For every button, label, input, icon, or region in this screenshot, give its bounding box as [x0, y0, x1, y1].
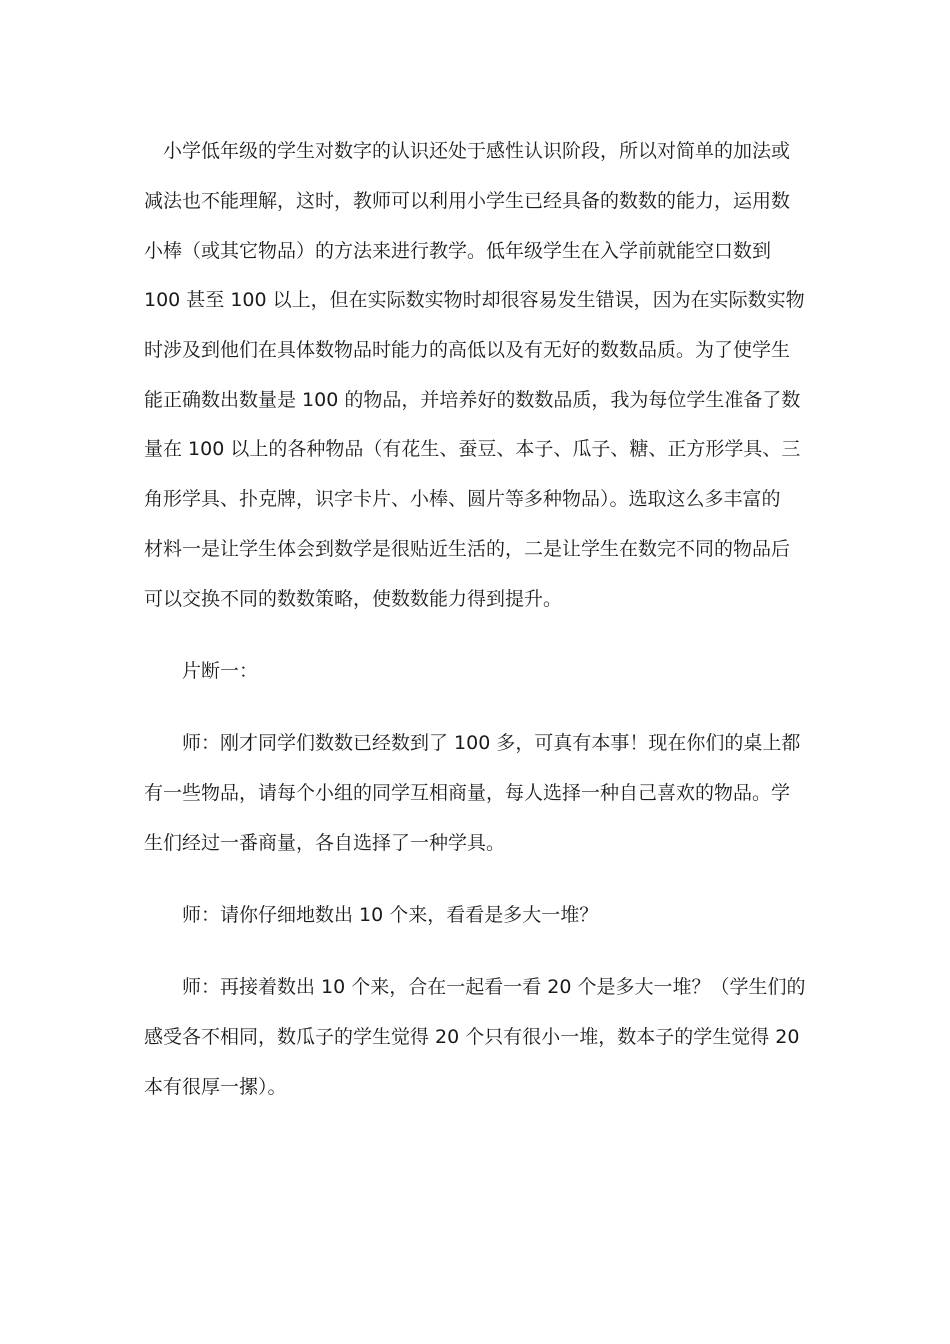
paragraph-4-line-3: 本有很厚一摞）。	[144, 1076, 287, 1098]
paragraph-1-line-7: 量在 100 以上的各种物品（有花生、蚕豆、本子、瓜子、糖、正方形学具、三	[144, 438, 801, 460]
paragraph-1-line-8: 角形学具、扑克牌，识字卡片、小棒、圆片等多种物品）。选取这么多丰富的	[144, 488, 781, 510]
section-heading: 片断一：	[144, 660, 259, 682]
paragraph-3-line-1: 师：请你仔细地数出 10 个来，看看是多大一堆？	[144, 904, 599, 926]
paragraph-1-line-5: 时涉及到他们在具体数物品时能力的高低以及有无好的数数品质。为了使学生	[144, 339, 791, 361]
paragraph-1-line-3: 小棒（或其它物品）的方法来进行教学。低年级学生在入学前就能空口数到	[144, 240, 772, 262]
paragraph-2-line-2: 有一些物品，请每个小组的同学互相商量，每人选择一种自己喜欢的物品。学	[144, 782, 791, 804]
paragraph-1-line-2: 减法也不能理解，这时，教师可以利用小学生已经具备的数数的能力，运用数	[144, 190, 791, 212]
paragraph-1-line-4: 100 甚至 100 以上，但在实际数实物时却很容易发生错误，因为在实际数实物	[144, 289, 805, 311]
paragraph-1-line-10: 可以交换不同的数数策略，使数数能力得到提升。	[144, 588, 563, 610]
paragraph-1-line-1: 小学低年级的学生对数字的认识还处于感性认识阶段，所以对简单的加法或	[144, 140, 791, 162]
paragraph-4-line-1: 师：再接着数出 10 个来，合在一起看一看 20 个是多大一堆？（学生们的	[144, 976, 806, 998]
paragraph-2-line-1: 师：刚才同学们数数已经数到了 100 多，可真有本事！现在你们的桌上都	[144, 732, 801, 754]
paragraph-2-line-3: 生们经过一番商量，各自选择了一种学具。	[144, 832, 506, 854]
paragraph-1-line-9: 材料一是让学生体会到数学是很贴近生活的，二是让学生在数完不同的物品后	[144, 538, 791, 560]
paragraph-4-line-2: 感受各不相同，数瓜子的学生觉得 20 个只有很小一堆，数本子的学生觉得 20	[144, 1026, 800, 1048]
paragraph-1-line-6: 能正确数出数量是 100 的物品，并培养好的数数品质，我为每位学生准备了数	[144, 389, 801, 411]
